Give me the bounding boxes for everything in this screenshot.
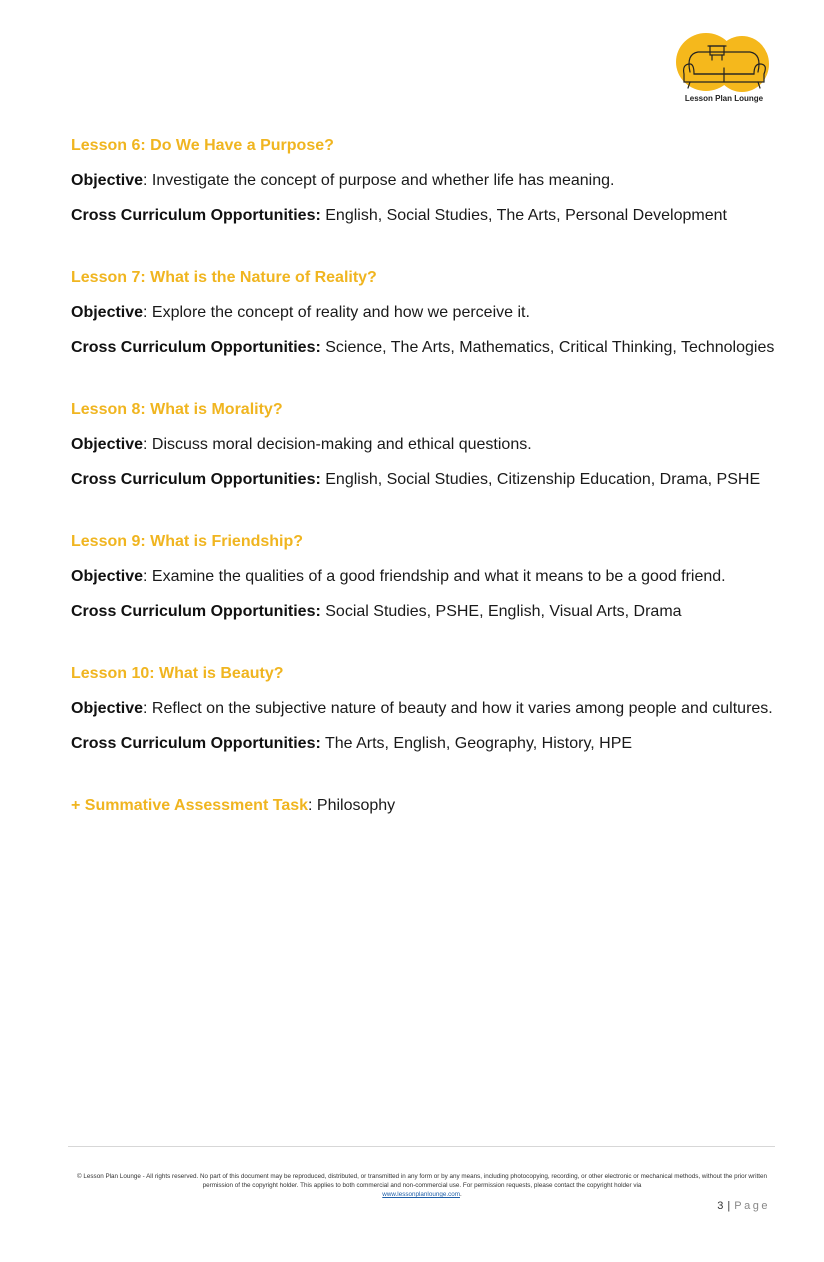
- objective: [71, 565, 783, 588]
- objective-label: Objective: [71, 304, 144, 321]
- cross-curriculum: [71, 732, 783, 755]
- objective-label: Objective: [71, 172, 144, 189]
- lesson-8: [71, 399, 783, 491]
- cross-curriculum: [71, 600, 783, 623]
- brand-logo: [672, 28, 776, 112]
- cross-curriculum-label: Cross Curriculum Opportunities:: [71, 207, 321, 224]
- cross-curriculum: [71, 468, 783, 491]
- summative-assessment: [71, 795, 783, 817]
- copyright-text: © Lesson Plan Lounge - All rights reserved. No part of this document may be reproduced, distributed, or transmitted in any form or by any means, including photocopying, recording, or other electronic or mechanical methods, without the prior written permission of the copyright holder. This applies to both commercial and non-commercial use. For permission requests, please contact the copyright holder via: [77, 1173, 767, 1189]
- cross-curriculum-label: Cross Curriculum Opportunities:: [71, 471, 321, 488]
- page-number: [717, 1200, 770, 1212]
- objective: [71, 433, 783, 456]
- objective-label: Objective: [71, 568, 144, 585]
- lesson-9: [71, 531, 783, 623]
- objective-text: : Examine the qualities of a good friendship and what it means to be a good friend.: [143, 568, 726, 585]
- objective: [71, 697, 783, 720]
- objective-label: Objective: [71, 700, 144, 717]
- page-separator: |: [723, 1200, 735, 1212]
- lesson-7: [71, 267, 783, 359]
- lesson-title: Lesson 9: What is Friendship?: [71, 533, 304, 550]
- objective: [71, 301, 783, 324]
- cross-curriculum-text: Social Studies, PSHE, English, Visual Arts, Drama: [320, 603, 682, 620]
- link-suffix: .: [459, 1191, 462, 1198]
- cross-curriculum-label: Cross Curriculum Opportunities:: [71, 339, 321, 356]
- cross-curriculum-text: The Arts, English, Geography, History, HPE: [320, 735, 633, 752]
- page-word: Page: [734, 1200, 770, 1212]
- cross-curriculum-text: English, Social Studies, The Arts, Personal Development: [320, 207, 727, 224]
- sofa-logo-icon: [672, 28, 776, 98]
- objective: [71, 169, 783, 192]
- lesson-title: Lesson 10: What is Beauty?: [71, 665, 284, 682]
- objective-label: Objective: [71, 436, 144, 453]
- website-link[interactable]: www.lessonplanlounge.com: [382, 1191, 460, 1198]
- objective-text: : Explore the concept of reality and how we perceive it.: [143, 304, 530, 321]
- page-number-value: 3: [717, 1200, 724, 1212]
- cross-curriculum-text: Science, The Arts, Mathematics, Critical Thinking, Technologies: [320, 339, 775, 356]
- logo-text: Lesson Plan Lounge: [684, 94, 764, 103]
- cross-curriculum-label: Cross Curriculum Opportunities:: [71, 735, 321, 752]
- cross-curriculum: [71, 336, 783, 359]
- lesson-6: [71, 135, 783, 227]
- lesson-title: Lesson 7: What is the Nature of Reality?: [71, 269, 377, 286]
- objective-text: : Reflect on the subjective nature of beauty and how it varies among people and cultures.: [143, 700, 773, 717]
- lesson-title: Lesson 8: What is Morality?: [71, 401, 283, 418]
- copyright-footer: [72, 1172, 772, 1199]
- lesson-title: Lesson 6: Do We Have a Purpose?: [71, 137, 334, 154]
- objective-text: : Investigate the concept of purpose and whether life has meaning.: [143, 172, 615, 189]
- lesson-10: [71, 663, 783, 755]
- lesson-list: [71, 135, 783, 817]
- summative-label: + Summative Assessment Task: [71, 797, 309, 814]
- cross-curriculum-label: Cross Curriculum Opportunities:: [71, 603, 321, 620]
- cross-curriculum: [71, 204, 783, 227]
- objective-text: : Discuss moral decision-making and ethical questions.: [143, 436, 532, 453]
- cross-curriculum-text: English, Social Studies, Citizenship Education, Drama, PSHE: [320, 471, 761, 488]
- summative-value: : Philosophy: [308, 797, 396, 814]
- footer-divider: [68, 1146, 775, 1147]
